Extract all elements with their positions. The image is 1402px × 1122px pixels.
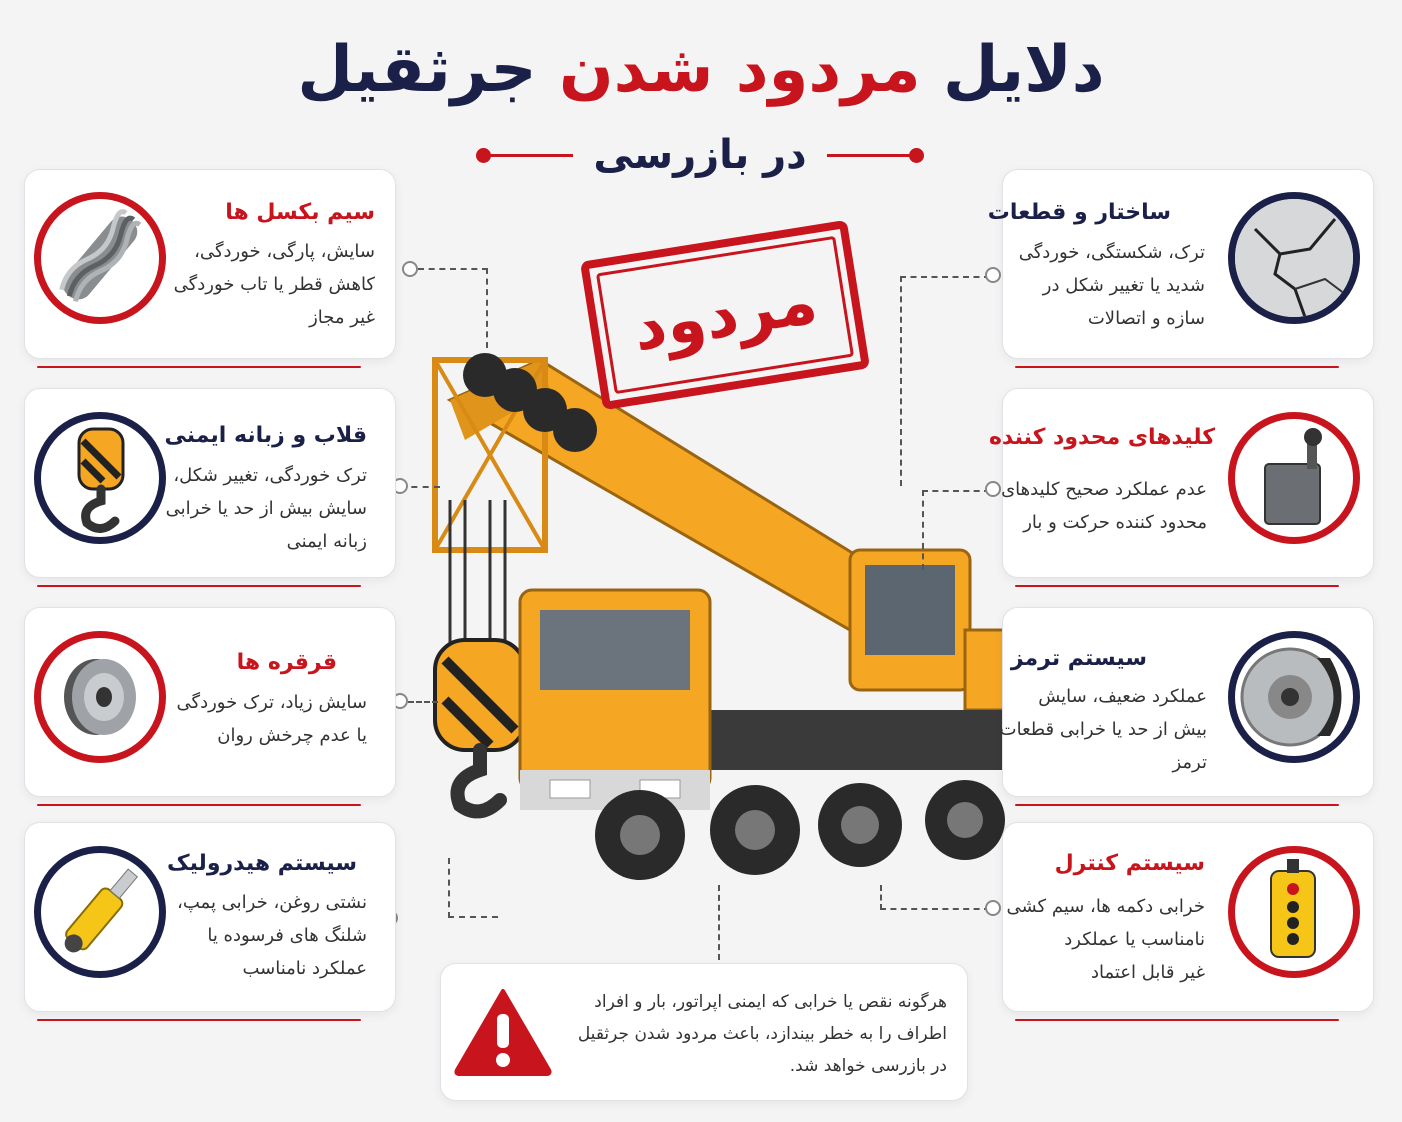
- desc-line: عملکرد ضعیف، سایش: [1038, 686, 1207, 707]
- desc-line: سایش، پارگی، خوردگی،: [194, 241, 375, 262]
- connector-dot: [402, 261, 418, 277]
- crane-hook-icon: [34, 412, 166, 544]
- desc-line: ترمز: [1172, 752, 1207, 773]
- title-part-1: دلایل: [942, 33, 1105, 107]
- desc-line: غیر مجاز: [309, 307, 375, 328]
- title-part-2: مردود شدن: [558, 33, 921, 107]
- connector-dot: [985, 267, 1001, 283]
- desc-line: محدود کننده حرکت و بار: [1023, 512, 1207, 533]
- desc-line: زبانه ایمنی: [286, 531, 367, 552]
- card-description: [1019, 236, 1205, 335]
- desc-line: سایش بیش از حد یا خرابی: [165, 498, 367, 519]
- desc-line: کاهش قطر یا تاب خوردگی: [173, 274, 375, 295]
- card-description: [177, 886, 367, 985]
- stamp-text: مردود: [627, 263, 823, 367]
- hydraulic-cylinder-icon: [34, 846, 166, 978]
- decorative-line-right: [827, 154, 920, 157]
- card-heading: قرقره ها: [236, 650, 337, 675]
- desc-line: خرابی دکمه ها، سیم کشی: [1006, 896, 1205, 917]
- connector-control: [880, 885, 990, 910]
- card-heading: سیم بکسل ها: [225, 200, 375, 225]
- page-title: [0, 30, 1402, 110]
- card-description: [1001, 473, 1207, 539]
- connector-dot: [985, 481, 1001, 497]
- desc-line: نشتی روغن، خرابی پمپ،: [177, 892, 367, 913]
- desc-line: بیش از حد یا خرابی قطعات: [999, 719, 1207, 740]
- desc-line: سازه و اتصالات: [1087, 308, 1205, 329]
- card-heading: سیستم هیدرولیک: [167, 851, 357, 876]
- cracked-structure-icon: [1228, 192, 1360, 324]
- desc-line: نامناسب یا عملکرد: [1064, 929, 1205, 950]
- control-pendant-icon: [1228, 846, 1360, 978]
- decorative-line-left: [480, 154, 573, 157]
- warning-line: هرگونه نقص یا خرابی که ایمنی اپراتور، بار و افراد: [594, 992, 947, 1012]
- desc-line: سایش زیاد، ترک خوردگی: [176, 692, 367, 713]
- desc-line: عدم عملکرد صحیح کلیدهای: [1001, 479, 1207, 500]
- connector-pulley: [408, 701, 438, 703]
- warning-line: در بازرسی خواهد شد.: [789, 1056, 947, 1076]
- card-description: [177, 686, 367, 752]
- subtitle-row: [480, 130, 920, 180]
- desc-line: شلنگ های فرسوده یا: [207, 925, 367, 946]
- warning-box: [440, 963, 968, 1101]
- connector-wire-rope: [418, 268, 488, 348]
- card-heading: سیستم ترمز: [1010, 646, 1147, 671]
- card-heading: کلیدهای محدود کننده: [988, 425, 1215, 450]
- card-description: [174, 235, 375, 334]
- card-description: [1000, 680, 1207, 779]
- card-heading: ساختار و قطعات: [987, 200, 1171, 225]
- page-subtitle: در بازرسی: [593, 132, 807, 178]
- card-description: [1006, 890, 1205, 989]
- desc-line: ترک خوردگی، تغییر شکل،: [173, 465, 367, 486]
- title-part-3: جرثقیل: [297, 33, 537, 107]
- card-description: [166, 459, 367, 558]
- brake-disc-icon: [1228, 631, 1360, 763]
- warning-line: اطراف را به خطر بیندازد، باعث مردود شدن جرثقیل: [577, 1024, 947, 1044]
- connector-hydraulic: [448, 858, 498, 918]
- connector-warning: [718, 885, 720, 960]
- card-heading: قلاب و زبانه ایمنی: [164, 423, 367, 448]
- warning-triangle-icon: [453, 986, 553, 1076]
- desc-line: ترک، شکستگی، خوردگی: [1018, 242, 1205, 263]
- pulley-icon: [34, 631, 166, 763]
- desc-line: عملکرد نامناسب: [242, 958, 367, 979]
- connector-dot: [985, 900, 1001, 916]
- limit-switch-icon: [1228, 412, 1360, 544]
- desc-line: غیر قابل اعتماد: [1090, 962, 1205, 983]
- desc-line: یا عدم چرخش روان: [217, 725, 367, 746]
- card-heading: سیستم کنترل: [1054, 851, 1205, 876]
- connector-limit-switch: [922, 490, 990, 570]
- wire-rope-icon: [34, 192, 166, 324]
- warning-text: [578, 986, 947, 1082]
- connector-structure: [900, 276, 990, 486]
- desc-line: شدید یا تغییر شکل در: [1042, 275, 1205, 296]
